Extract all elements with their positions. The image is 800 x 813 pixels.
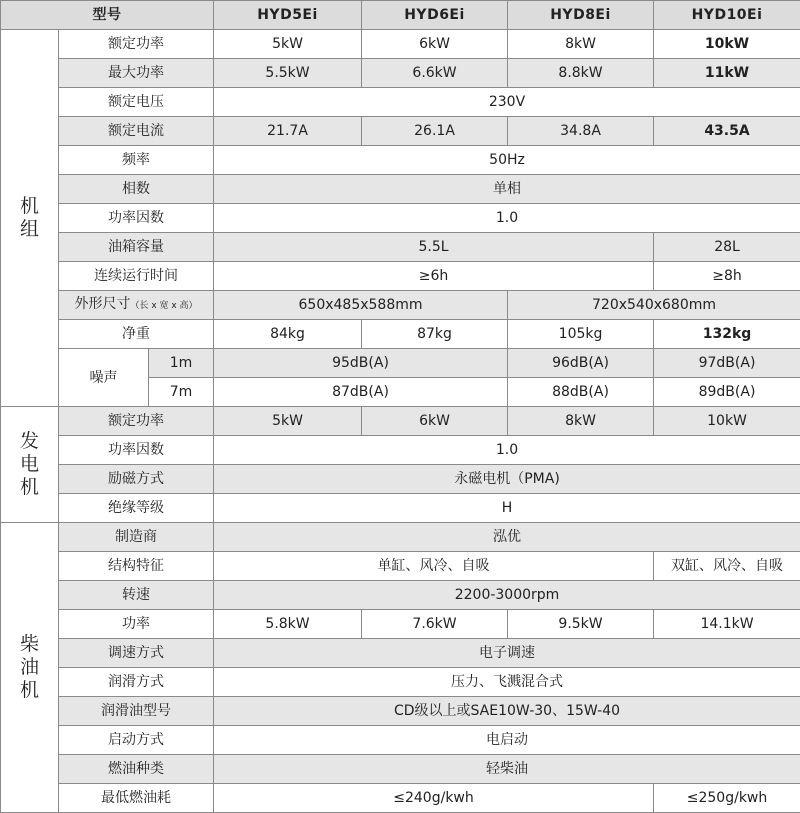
cell-value: 14.1kW — [654, 610, 800, 639]
row-label: 功率因数 — [59, 436, 214, 465]
table-row — [1, 30, 800, 59]
cell-value: 96dB(A) — [508, 349, 654, 378]
table-row — [1, 523, 800, 552]
cell-value: 5kW — [214, 407, 362, 436]
row-label: 频率 — [59, 146, 214, 175]
cell-value: 永磁电机（PMA) — [214, 465, 800, 494]
table-row — [1, 117, 800, 146]
row-label: 功率 — [59, 610, 214, 639]
table-row — [1, 639, 800, 668]
noise-distance: 1m — [149, 349, 214, 378]
cell-value: CD级以上或SAE10W-30、15W-40 — [214, 697, 800, 726]
model-header: HYD8Ei — [508, 1, 654, 30]
table-row — [1, 175, 800, 204]
row-label: 调速方式 — [59, 639, 214, 668]
cell-value: 720x540x680mm — [508, 291, 800, 320]
row-label: 额定电流 — [59, 117, 214, 146]
cell-value: 21.7A — [214, 117, 362, 146]
cell-value: 97dB(A) — [654, 349, 800, 378]
table-row — [1, 581, 800, 610]
cell-value: 89dB(A) — [654, 378, 800, 407]
cell-value: ≤240g/kwh — [214, 784, 654, 813]
cell-value: 26.1A — [362, 117, 508, 146]
cell-value: 6kW — [362, 407, 508, 436]
cell-value: 28L — [654, 233, 800, 262]
cell-value: 电启动 — [214, 726, 800, 755]
cell-value: 5.8kW — [214, 610, 362, 639]
table-row — [1, 668, 800, 697]
header-row — [1, 1, 800, 30]
table-row — [1, 204, 800, 233]
group-label-generator: 发 电 机 — [1, 407, 59, 523]
row-label: 最大功率 — [59, 59, 214, 88]
cell-value: 轻柴油 — [214, 755, 800, 784]
cell-value: 单缸、风冷、自吸 — [214, 552, 654, 581]
cell-value: 34.8A — [508, 117, 654, 146]
label-note: （长 x 宽 x 高） — [130, 301, 197, 311]
cell-value: 10kW — [654, 407, 800, 436]
row-label: 润滑方式 — [59, 668, 214, 697]
table-row — [1, 349, 800, 378]
table-row — [1, 552, 800, 581]
row-label: 外形尺寸（长 x 宽 x 高） — [59, 291, 214, 320]
table-row — [1, 784, 800, 813]
cell-value: 87kg — [362, 320, 508, 349]
table-row — [1, 755, 800, 784]
cell-value: 压力、飞溅混合式 — [214, 668, 800, 697]
table-row — [1, 233, 800, 262]
cell-value: 95dB(A) — [214, 349, 508, 378]
table-row — [1, 697, 800, 726]
cell-value: 9.5kW — [508, 610, 654, 639]
cell-value: 10kW — [654, 30, 800, 59]
cell-value: 5.5L — [214, 233, 654, 262]
cell-value: 230V — [214, 88, 800, 117]
cell-value: 7.6kW — [362, 610, 508, 639]
table-row — [1, 407, 800, 436]
row-label: 额定功率 — [59, 407, 214, 436]
cell-value: 5.5kW — [214, 59, 362, 88]
table-row — [1, 88, 800, 117]
row-label: 最低燃油耗 — [59, 784, 214, 813]
cell-value: 双缸、风冷、自吸 — [654, 552, 800, 581]
cell-value: 50Hz — [214, 146, 800, 175]
row-label: 油箱容量 — [59, 233, 214, 262]
row-label: 功率因数 — [59, 204, 214, 233]
row-label: 绝缘等级 — [59, 494, 214, 523]
cell-value: 8.8kW — [508, 59, 654, 88]
model-header: HYD10Ei — [654, 1, 800, 30]
table-row — [1, 726, 800, 755]
cell-value: 11kW — [654, 59, 800, 88]
cell-value: 105kg — [508, 320, 654, 349]
cell-value: 2200-3000rpm — [214, 581, 800, 610]
table-row — [1, 610, 800, 639]
table-row — [1, 262, 800, 291]
row-label: 净重 — [59, 320, 214, 349]
model-header: HYD6Ei — [362, 1, 508, 30]
cell-value: 88dB(A) — [508, 378, 654, 407]
cell-value: 5kW — [214, 30, 362, 59]
row-label: 额定功率 — [59, 30, 214, 59]
row-label: 启动方式 — [59, 726, 214, 755]
row-label: 连续运行时间 — [59, 262, 214, 291]
cell-value: 84kg — [214, 320, 362, 349]
row-label: 转速 — [59, 581, 214, 610]
cell-value: 43.5A — [654, 117, 800, 146]
cell-value: 电子调速 — [214, 639, 800, 668]
row-label: 结构特征 — [59, 552, 214, 581]
row-label: 润滑油型号 — [59, 697, 214, 726]
table-row — [1, 146, 800, 175]
row-label: 制造商 — [59, 523, 214, 552]
noise-distance: 7m — [149, 378, 214, 407]
cell-value: 650x485x588mm — [214, 291, 508, 320]
cell-value: 8kW — [508, 407, 654, 436]
cell-value: 1.0 — [214, 436, 800, 465]
cell-value: 6.6kW — [362, 59, 508, 88]
cell-value: 1.0 — [214, 204, 800, 233]
header-title: 型号 — [1, 1, 214, 30]
group-label-engine: 柴 油 机 — [1, 523, 59, 813]
cell-value: 泓优 — [214, 523, 800, 552]
row-label: 噪声 — [59, 349, 149, 407]
cell-value: 87dB(A) — [214, 378, 508, 407]
row-label: 励磁方式 — [59, 465, 214, 494]
cell-value: ≥8h — [654, 262, 800, 291]
table-row — [1, 436, 800, 465]
cell-value: 单相 — [214, 175, 800, 204]
cell-value: 132kg — [654, 320, 800, 349]
cell-value: 6kW — [362, 30, 508, 59]
cell-value: H — [214, 494, 800, 523]
table-row — [1, 59, 800, 88]
table-row — [1, 291, 800, 320]
row-label: 燃油种类 — [59, 755, 214, 784]
table-row — [1, 320, 800, 349]
model-header: HYD5Ei — [214, 1, 362, 30]
cell-value: 8kW — [508, 30, 654, 59]
table-row — [1, 494, 800, 523]
cell-value: ≥6h — [214, 262, 654, 291]
row-label: 相数 — [59, 175, 214, 204]
table-row — [1, 465, 800, 494]
group-label-unit: 机 组 — [1, 30, 59, 407]
cell-value: ≤250g/kwh — [654, 784, 800, 813]
row-label: 额定电压 — [59, 88, 214, 117]
